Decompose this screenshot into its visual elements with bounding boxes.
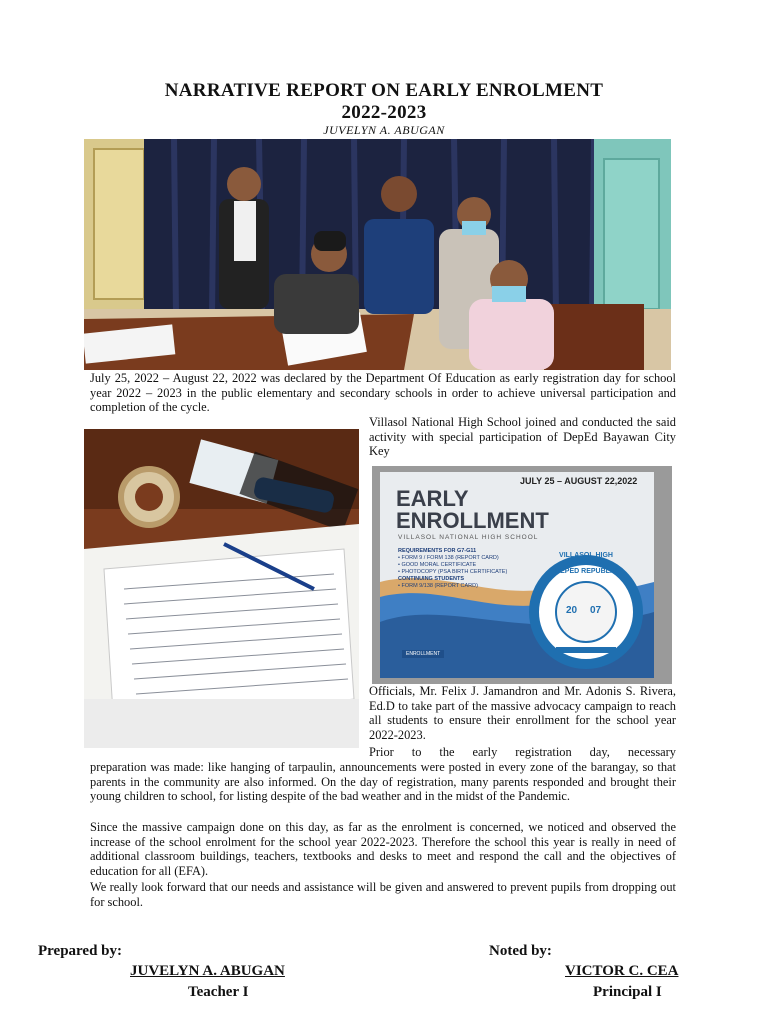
seal-top-text: DEPED REPUBLIC xyxy=(555,568,617,575)
poster-dates: JULY 25 – AUGUST 22,2022 xyxy=(520,476,638,486)
poster-req-item: • GOOD MORAL CERTIFICATE xyxy=(398,562,477,568)
prepared-by-name: JUVELYN A. ABUGAN xyxy=(130,963,285,979)
poster-req-title: REQUIREMENTS FOR G7-G11 xyxy=(398,548,477,554)
noted-by-name: VICTOR C. CEA xyxy=(565,963,679,979)
seal-year-left: 20 xyxy=(566,605,578,616)
poster-word-early: EARLY xyxy=(396,486,469,511)
report-author: JUVELYN A. ABUGAN xyxy=(323,123,445,137)
photo-registration-table xyxy=(84,139,671,370)
report-year: 2022-2023 xyxy=(341,102,427,123)
paragraph-villasol-part2: Officials, Mr. Felix J. Jamandron and Mr. Adonis S. Rivera, Ed.D to take part of the massive advocacy campaign to reach all students to ensure their enrollment for the school year 2022-2023. xyxy=(369,684,676,742)
prepared-by-label: Prepared by: xyxy=(38,943,123,959)
poster-word-enrollment: ENROLLMENT xyxy=(396,508,549,533)
poster-req-item: • FORM 9 / FORM 138 (REPORT CARD) xyxy=(398,555,499,561)
paragraph-closing: We really look forward that our needs and assistance will be given and answered to prevent pupils from dropping out for school. xyxy=(90,880,676,909)
paragraph-intro: July 25, 2022 – August 22, 2022 was declared by the Department Of Education as early registration day for school year 2022 – 2023 in the public elementary and secondary schools in order to achieve universal participation and completion of the cycle. xyxy=(90,371,676,415)
paragraph-preparation-part1: Prior to the early registration day, necessary xyxy=(369,745,676,759)
paragraph-campaign-results: Since the massive campaign done on this day, as far as the enrolment is concerned, we noticed and observed the increase of the school enrolment for the school year 2022-2023. Therefore the school this year is really in need of additional classroom buildings, teachers, textbooks and desks to meet and respond the call and the objectives of education for all (EFA). xyxy=(90,820,676,878)
poster-req-item: • PHOTOCOPY (PSA BIRTH CERTIFICATE) xyxy=(398,569,508,575)
noted-by-role: Principal I xyxy=(593,984,662,1000)
paragraph-villasol-part1: Villasol National High School joined and conducted the said activity with special participation of DepEd Bayawan City Key xyxy=(369,415,676,459)
poster-requirements xyxy=(398,548,507,590)
prepared-by-role: Teacher I xyxy=(188,984,249,1000)
photo-early-enrollment-poster xyxy=(372,466,672,684)
poster-cont-title: CONTINUING STUDENTS xyxy=(398,576,464,582)
report-title: NARRATIVE REPORT ON EARLY ENROLMENT xyxy=(164,80,604,101)
poster-cont-item: • FORM 9/138 (REPORT CARD) xyxy=(398,583,478,589)
photo-enrollment-forms xyxy=(84,429,359,748)
paragraph-preparation-part2: preparation was made: like hanging of tarpaulin, announcements were posted in every zone of the barangay, so that parents in the community are also informed. On the day of registration, many parents responded and brought their young children to school, for listing despite of the bad weather and in the midst of the Pandemic. xyxy=(90,760,676,804)
seal-year-right: 07 xyxy=(590,605,602,616)
poster-school: VILLASOL NATIONAL HIGH SCHOOL xyxy=(398,534,539,541)
poster-badge: ENROLLMENT xyxy=(402,650,444,658)
seal-school-text: VILLASOL HIGH SCHOOL xyxy=(559,552,613,566)
noted-by-label: Noted by: xyxy=(489,943,552,959)
